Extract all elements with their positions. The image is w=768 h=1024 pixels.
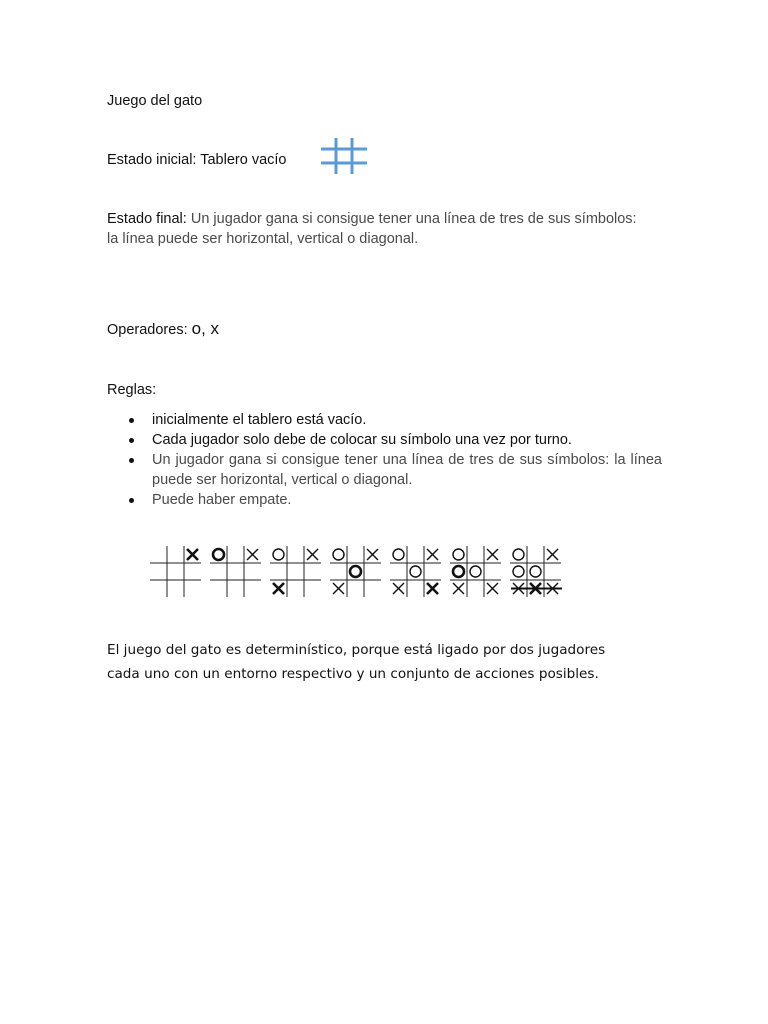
operadores-symbols: o, x <box>191 319 220 338</box>
o-mark <box>530 566 541 577</box>
estado-final-label: Estado final: <box>107 211 187 227</box>
bullet-icon <box>129 458 134 463</box>
estado-final-line2: la línea puede ser horizontal, vertical o diagonal. <box>107 231 419 247</box>
conclusion-line2: cada uno con un entorno respectivo y un conjunto de acciones posibles. <box>107 666 599 682</box>
o-mark <box>273 549 284 560</box>
o-mark <box>350 566 361 577</box>
o-mark <box>410 566 421 577</box>
regla-text: inicialmente el tablero está vacío. <box>152 412 367 428</box>
estado-final-line1 <box>107 209 637 229</box>
page-title: Juego del gato <box>107 93 203 109</box>
regla-item <box>107 410 662 430</box>
o-mark <box>513 566 524 577</box>
conclusion-line1: El juego del gato es determinístico, porque está ligado por dos jugadores <box>107 642 606 658</box>
game-sequence-diagram <box>150 544 570 604</box>
o-mark <box>470 566 481 577</box>
bullet-icon <box>129 418 134 423</box>
regla-text: Cada jugador solo debe de colocar su símbolo una vez por turno. <box>152 432 572 448</box>
estado-inicial-text: Estado inicial: Tablero vacío <box>107 152 287 168</box>
o-mark <box>453 549 464 560</box>
estado-final-text: Un jugador gana si consigue tener una línea de tres de sus símbolos: <box>186 211 637 227</box>
regla-item <box>107 490 662 510</box>
operadores-label: Operadores: <box>107 322 192 338</box>
operadores-line <box>107 319 219 340</box>
conclusion-paragraph <box>107 638 667 686</box>
regla-text: Puede haber empate. <box>152 492 292 508</box>
bullet-icon <box>129 438 134 443</box>
regla-item <box>107 450 662 490</box>
reglas-label: Reglas: <box>107 382 157 398</box>
o-mark <box>453 566 464 577</box>
o-mark <box>213 549 224 560</box>
o-mark <box>513 549 524 560</box>
regla-text: Un jugador gana si consigue tener una línea de tres de sus símbolos: la línea puede ser horizontal, vertical o diagonal. <box>152 452 662 488</box>
o-mark <box>333 549 344 560</box>
regla-item <box>107 430 662 450</box>
o-mark <box>393 549 404 560</box>
hash-board-icon <box>320 136 368 176</box>
bullet-icon <box>129 498 134 503</box>
reglas-list <box>107 410 662 510</box>
